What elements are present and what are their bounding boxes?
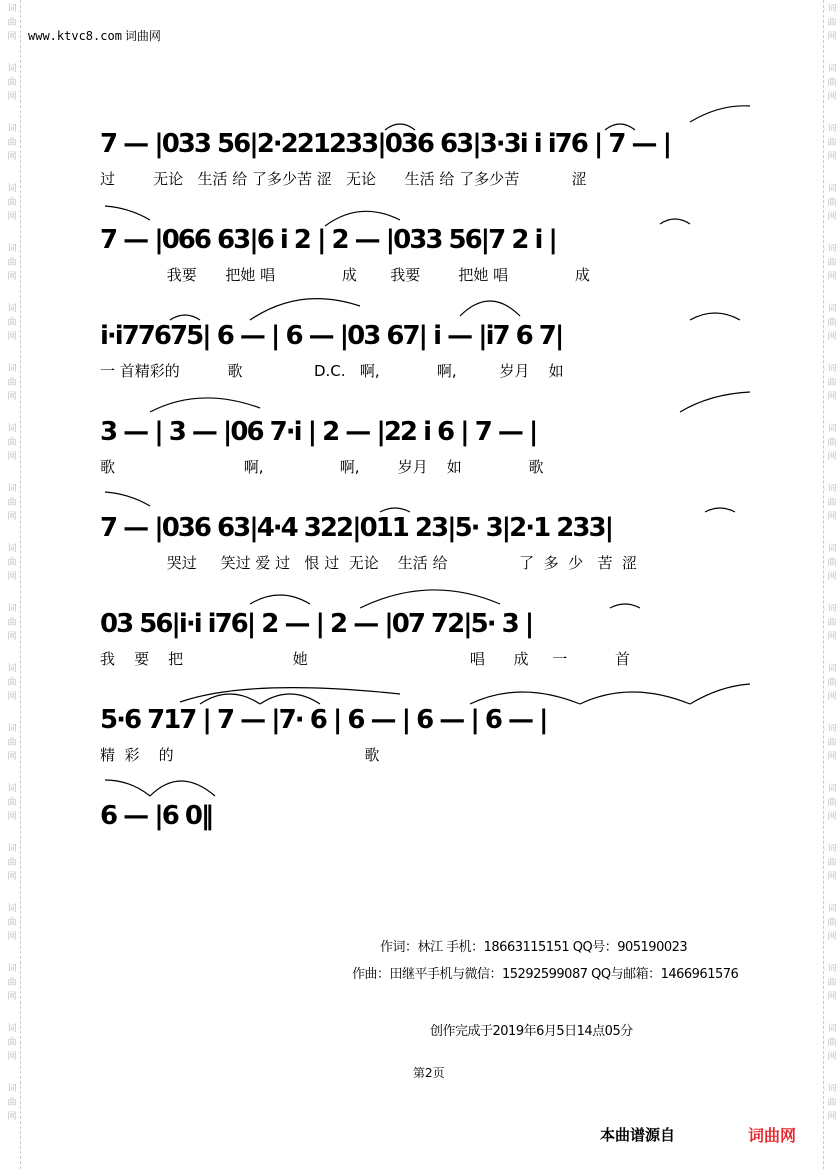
site-url[interactable]: www.ktvc8.com [28, 29, 122, 43]
left-watermark-text: 词 曲 网 词 曲 网 词 曲 网 词 曲 网 词 曲 网 词 曲 网 词 曲 网 词 曲 网 词 曲 网 词 曲 网 词 曲 网 词 曲 网 词 曲 网 词 曲 网 词 曲 网 词 曲 网 词 曲 网 词 曲 网 词 曲 网 [7, 4, 17, 1122]
lyrics-line: 歌 啊, 啊, 岁月 如 歌 [100, 458, 544, 476]
notes-line: 3 — | 3 — |06 7·i | 2 — |22 i 6 | 7 — | [100, 417, 537, 447]
composer-credit: 作曲：田继平手机与微信：15292599087 QQ与邮箱：1466961576 [352, 967, 739, 982]
lyricist-credit: 作词：林江 手机：18663115151 QQ号：905190023 [380, 940, 688, 955]
notes-line: 6 — |6 0‖ [100, 801, 212, 831]
lyrics-line: 我要 把她 唱 成 我要 把她 唱 成 [100, 266, 590, 284]
right-watermark-text: 词 曲 网 词 曲 网 词 曲 网 词 曲 网 词 曲 网 词 曲 网 词 曲 网 词 曲 网 词 曲 网 词 曲 网 词 曲 网 词 曲 网 词 曲 网 词 曲 网 词 曲 网 词 曲 网 词 曲 网 词 曲 网 词 曲 网 [827, 4, 837, 1122]
lyrics-line: 精 彩 的 歌 [100, 746, 380, 764]
notes-line: 7 — |036 63|4·4 322|011 23|5· 3|2·1 233| [100, 513, 613, 543]
lyrics-line [100, 840, 760, 862]
lyrics-line: 过 无论 生活 给 了多少苦 涩 无论 生活 给 了多少苦 涩 [100, 170, 587, 188]
notes-line: 7 — |066 63|6 i 2 | 2 — |033 56|7 2 i | [100, 225, 556, 255]
lyrics-line: 哭过 笑过 爱 过 恨 过 无论 生活 给 了 多 少 苦 涩 [100, 554, 638, 572]
page-number: 第2页 [413, 1066, 445, 1080]
source-label: 本曲谱源自 [600, 1126, 676, 1144]
brand-logo-text[interactable]: 词曲网 [748, 1126, 797, 1145]
right-watermark-strip [823, 0, 840, 1169]
notes-line: 03 56|i·i i76| 2 — | 2 — |07 72|5· 3 | [100, 609, 533, 639]
completion-date: 创作完成于2019年6月5日14点05分 [430, 1024, 633, 1039]
notes-line: 5·6 717 | 7 — |7· 6 | 6 — | 6 — | 6 — | [100, 705, 547, 735]
lyrics-line: 一 首精彩的 歌 D.C. 啊, 啊, 岁月 如 [100, 362, 564, 380]
notes-line: 7 — |033 56|2·221233|036 63|3·3i i i76 | 7 — | [100, 129, 671, 159]
site-name: 词曲网 [124, 29, 161, 43]
score-row-8 [100, 796, 760, 892]
lyrics-line: 我 要 把 她 唱 成 一 首 [100, 650, 631, 668]
site-header [28, 27, 161, 44]
notes-line: i·i77675| 6 — | 6 — |03 67| i — |i7 6 7| [100, 321, 563, 351]
left-watermark-strip [4, 0, 21, 1169]
